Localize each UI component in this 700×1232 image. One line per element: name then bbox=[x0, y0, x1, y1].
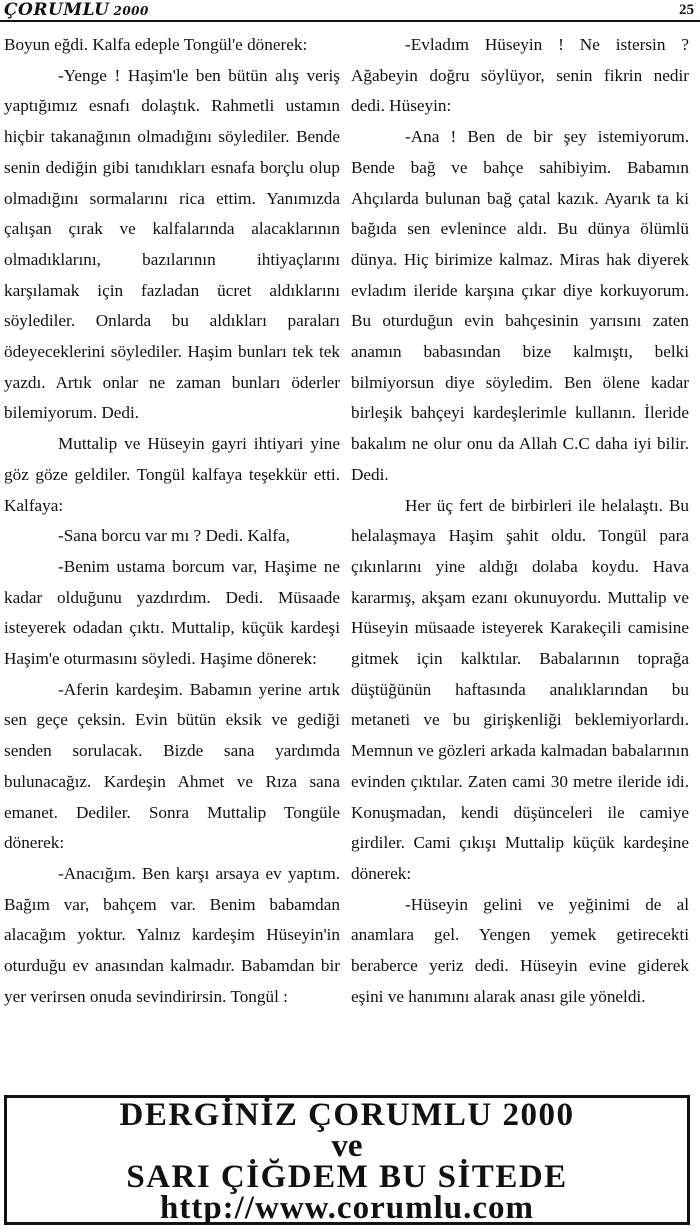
banner-line-3: SARI ÇİĞDEM BU SİTEDE bbox=[126, 1159, 568, 1195]
paragraph: -Sana borcu var mı ? Dedi. Kalfa, bbox=[58, 526, 290, 546]
banner-line-2: ve bbox=[331, 1128, 363, 1164]
paragraph: -Aferin kardeşim. Babamın yerine artık sen geçe çeksin. Evin bütün eksik ve gediği senden sorulacak. Bizde sana yardımda bulunacağız. Kardeşin Ahmet ve Rıza sana emanet. Dediler. Sonra Muttalip Tongüle dönerek: bbox=[4, 679, 340, 853]
right-text-column bbox=[351, 30, 689, 1013]
paragraph: -Ana ! Ben de bir şey istemiyorum. Bende bağ ve bahçe sahibiyim. Babamın Ahçılarda bulunan bağ çatal kazık. Ayarık ta ki bağıda sen evlenince aldı. Bu dünya ölümlü dünya. Hiç birimize kalmaz. Miras hak diyerek evladım ileride karşına çıkar diye korkuyorum. Bu oturduğun evin bahçesinin yarısını zaten anamın babasından bize kalmıştı, belki bilmiyorsun diye söyledim. Ben ölene kadar birleşik bahçeyi kardeşlerimle kullanın. İleride bakalım ne olur onu da Allah C.C daha iyi bilir. Dedi. bbox=[351, 127, 689, 484]
paragraph: Her üç fert de birbirleri ile helalaştı. Bu helalaşmaya Haşim şahit oldu. Tongül para çıkınlarını yine aldığı dolaba koydu. Hava kararmış, akşam ezanı okunuyordu. Muttalip ve Hüseyin müsaade isteyerek Karakeçili camisine gitmek için kalktılar. Babalarının toprağa düştüğünün haftasında analıklarından bu metaneti ve bu girişkenliği beklemiyorlardı. Memnun ve gözleri arkada kalmadan babalarının evinden çıktılar. Zaten cami 30 metre ileride idi. Konuşmadan, kendi düşünceleri ile camiye girdiler. Cami çıkışı Muttalip küçük kardeşine dönerek: bbox=[351, 495, 689, 883]
left-text-column bbox=[4, 30, 340, 1013]
paragraph: Boyun eğdi. Kalfa edeple Tongül'e dönerek: bbox=[4, 35, 308, 54]
header-rule bbox=[0, 20, 700, 22]
banner-url[interactable]: http://www.corumlu.com bbox=[160, 1190, 534, 1226]
paragraph: -Anacığım. Ben karşı arsaya ev yaptım. Bağım var, bahçem var. Benim babamdan alacağım yoktur. Yalnız kardeşim Hüseyin'in oturduğu ev anasından kalmadır. Babamdan bir yer verirsen onuda sevindirirsin. Tongül : bbox=[4, 863, 340, 1006]
magazine-year: 2000 bbox=[113, 4, 149, 18]
paragraph: -Yenge ! Haşim'le ben bütün alış veriş yaptığımız esnafı dolaştık. Rahmetli ustamın hiçbir takanağının olmadığını söylediler. Bende senin dediğin gibi tanıdıkları esnafa borçlu olup olmadığını sormalarını rica ettim. Yanımızda çalışan çırak ve kalfalarında alacaklarının olmadıklarını, bazılarının ihtiyaçlarını karşılamak için fazladan ücret aldıklarını söylediler. Onlarda bu aldıkları paraları ödeyeceklerini söylediler. Haşim bunları tek tek yazdı. Artık onlar ne zaman bunları öderler bilemiyorum. Dedi. bbox=[4, 65, 340, 423]
page-header bbox=[0, 0, 700, 22]
advert-banner bbox=[4, 1095, 690, 1225]
paragraph: -Hüseyin gelini ve yeğinimi de al anamlara gel. Yengen yemek getirecekti beraberce yeriz dedi. Hüseyin evine giderek eşini ve hanımını alarak anası gile yöneldi. bbox=[351, 894, 689, 1006]
paragraph: -Evladım Hüseyin ! Ne istersin ? Ağabeyin doğru söylüyor, senin fikrin nedir dedi. Hüseyin: bbox=[351, 35, 689, 116]
paragraph: Muttalip ve Hüseyin gayri ihtiyari yine göz göze geldiler. Tongül kalfaya teşekkür etti. Kalfaya: bbox=[4, 434, 340, 515]
magazine-name: ÇORUMLU bbox=[4, 0, 110, 20]
paragraph: -Benim ustama borcum var, Haşime ne kadar olduğunu yazdırdım. Dedi. Müsaade isteyerek odadan çıktı. Muttalip, küçük kardeşi Haşim'e oturmasını söyledi. Haşime dönerek: bbox=[4, 556, 340, 669]
magazine-masthead bbox=[4, 0, 149, 20]
banner-line-1: DERGİNİZ ÇORUMLU 2000 bbox=[119, 1097, 575, 1133]
page-number: 25 bbox=[679, 2, 694, 18]
